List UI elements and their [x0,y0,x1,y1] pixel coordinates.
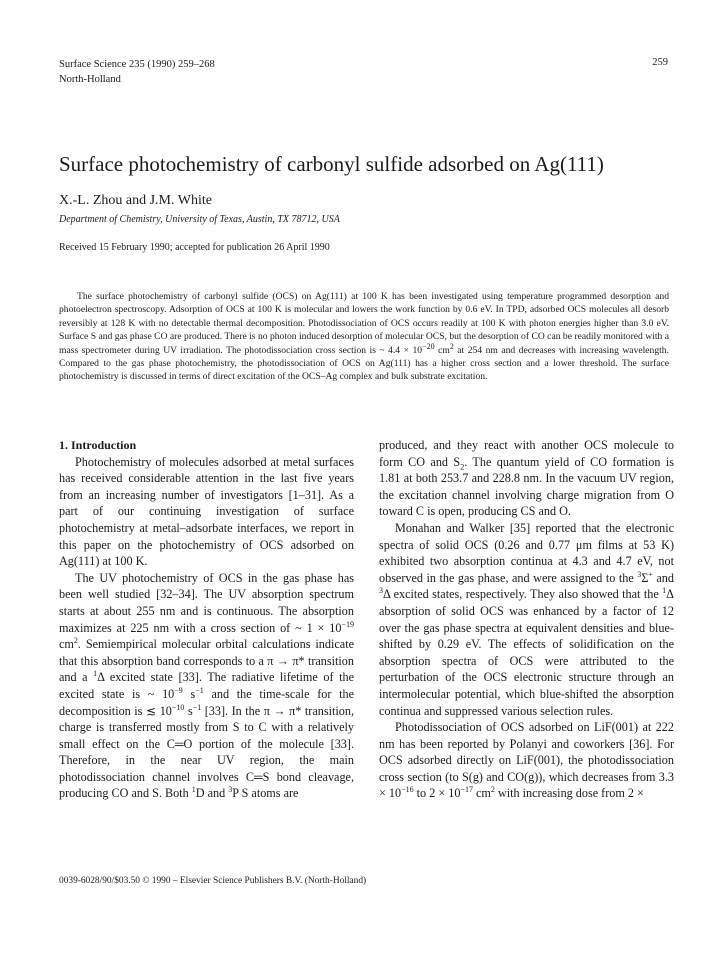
r2-sup-delta: 3 [379,586,383,596]
r1-text-b: . The quantum yield of CO formation is 1.81 at both 253.7 and 228.8 nm. In the vacuum UV region, the excitation channel involving charge migration from O toward C is open, producing CS and O. [379,454,674,519]
right-paragraph-1 [379,437,674,520]
article-authors: X.-L. Zhou and J.M. White [59,193,212,208]
p2-text-f: and the time-scale for the decomposition is ≲ 10 [59,686,354,718]
r2-sup-plus: + [648,569,653,579]
right-paragraph-2 [379,520,674,719]
r2-text-b: Σ [641,570,649,585]
abstract-text-1: The surface photochemistry of carbonyl sulfide (OCS) on Ag(111) at 100 K has been investigated using temperature programmed desorption and photoelectron spectroscopy. Adsorption of OCS at 100 K is molecular and lowers the work function by 0.6 eV. In TPD, adsorbed OCS molecules all desorb reversibly at 128 K with no detectable thermal decomposition. Photodissociation of OCS occurs readily at 100 K with photon energies higher than 3.0 eV. Surface S and gas phase CO are produced. There is no photon induced desorption of molecular OCS, but the desorption of CO can be readily monitored with a mass spectrometer during UV irradiation. The photodissociation cross section is ~ 4.4 × 10 [59,291,669,356]
p2-exp-2: 2 [73,636,78,646]
article-title: Surface photochemistry of carbonyl sulfide adsorbed on Ag(111) [59,152,604,176]
r2-sup-sigma: 3 [637,569,642,579]
p2-exp-1: −19 [341,619,354,629]
r3-exp-2: −17 [460,785,473,795]
right-column [379,437,674,802]
r3-text-b: to 2 × 10 [413,786,461,801]
received-dates: Received 15 February 1990; accepted for publication 26 April 1990 [59,242,330,253]
r3-text-a: Photodissociation of OCS adsorbed on LiF(001) at 222 nm has been reported by Polanyi and coworkers [36]. For OCS adsorbed directly on LiF(001), the photodissociation cross section (to S(g) and CO(g)), which decreases from 3.3 × 10 [379,720,674,801]
r3-exp-1: −16 [401,785,414,795]
p2-sup-D: 1 [191,785,196,795]
p2-exp-3: −9 [174,685,183,695]
abstract [59,290,669,384]
p2-sup-P: 3 [228,785,233,795]
p2-text-e: s [182,686,196,701]
r2-text-c: and [652,570,674,585]
r1-text-a: produced, and they react with another OCS molecule to form CO and S [379,438,674,469]
p2-exp-4: −1 [195,685,204,695]
copyright-footer: 0039-6028/90/$03.50 © 1990 – Elsevier Science Publishers B.V. (North-Holland) [59,876,367,886]
p2-exp-6: −1 [192,702,202,712]
r2-text-e: Δ absorption of solid OCS was enhanced by a factor of 12 over the gas phase spectra at equivalent densities and blue-shifted by 0.29 eV. The effects of solidification on the absorption spectra of OCS were attributed to the perturbation of the OCS electronic structure through an intermolecular potential, which blue-shifted the absorption continua and suppressed various selection rules. [379,587,674,718]
p2-text-c: . Semiempirical molecular orbital calculations indicate that this absorption band corresponds to a π → π* transition and a [59,637,354,685]
journal-line-2: North-Holland [59,74,121,85]
section-heading-introduction: 1. Introduction [59,438,137,452]
journal-line-1: Surface Science 235 (1990) 259–268 [59,59,215,70]
r3-text-c: cm [472,786,491,801]
abstract-exponent-2: 2 [449,341,454,351]
page-number: 259 [652,57,668,68]
p2-sup-delta: 1 [93,669,98,679]
p2-text-d: Δ excited state [33]. The radiative lifetime of the excited state is ~ 10 [59,670,354,701]
r2-text-d: Δ excited states, respectively. They also showed that the [383,587,663,602]
p2-text-j: P S atoms are [232,786,299,801]
p2-text-h: [33]. In the π → π* transition, charge is transferred mostly from S to C with a relatively small effect on the C═O portion of the molecule [33]. Therefore, in the near UV region, the main photodissociation channel involves C═S bond cleavage, producing CO and S. Both [59,703,354,801]
abstract-text-2: cm [434,344,450,356]
r3-exp-3: 2 [490,785,495,795]
intro-paragraph-1: Photochemistry of molecules adsorbed at metal surfaces has received considerable attention in the last five years from an increasing number of investigators [1–31]. As a part of our continuing investigation of surface photochemistry at metal–adsorbate interfaces, we report in this paper on the photochemistry of OCS adsorbed on Ag(111) at 100 K. [59,454,354,569]
r2-text-a: Monahan and Walker [35] reported that the electronic spectra of solid OCS (0.26 and 0.77 μm films at 53 K) exhibited two absorption continua at 4.3 and 4.7 eV, not observed in the gas phase, and were assigned to the [379,520,674,585]
abstract-exponent-1: −20 [422,341,435,351]
p2-text-i: D and [195,786,229,801]
p2-exp-5: −10 [171,702,185,712]
p2-text-b: cm [59,637,74,652]
p2-text-a: The UV photochemistry of OCS in the gas phase has been well studied [32–34]. The UV absorption spectrum starts at about 255 nm and is continuous. The absorption maximizes at 225 nm with a cross section of ~ 1 × 10 [59,570,354,635]
abstract-text-3: at 254 nm and decreases with increasing wavelength. Compared to the gas phase photochemistry, the photodissociation of OCS on Ag(111) has a higher cross section and a lower threshold. The surface photochemistry is discussed in terms of direct excitation of the OCS–Ag complex and bulk substrate excitation. [59,344,669,383]
intro-paragraph-2 [59,570,354,802]
r3-text-d: with increasing dose from 2 × [494,786,644,801]
r1-subscript: 2 [460,462,465,472]
right-paragraph-3 [379,719,674,802]
left-column [59,437,354,802]
p2-text-g: s [184,703,193,718]
journal-citation [59,57,215,87]
author-affiliation: Department of Chemistry, University of Texas, Austin, TX 78712, USA [59,214,340,225]
r2-sup-delta-2: 1 [662,586,667,596]
